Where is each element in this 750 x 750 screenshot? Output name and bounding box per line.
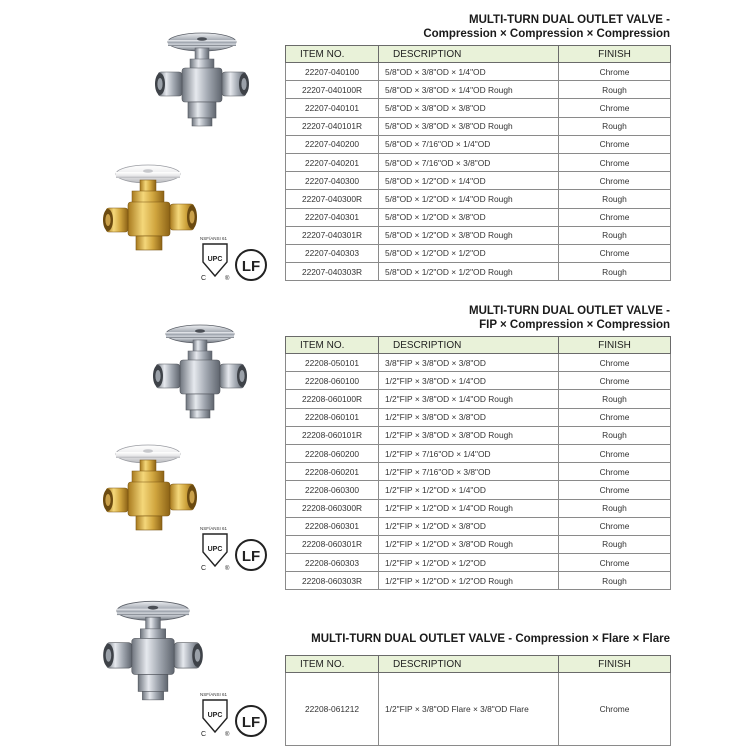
table-row	[286, 572, 671, 590]
table-header-row	[286, 337, 671, 354]
c-mark: C	[201, 275, 207, 282]
table-row	[286, 499, 671, 517]
description-cell: 5/8"OD × 1/2"OD × 3/8"OD	[379, 208, 559, 226]
column-header-finish: FINISH	[559, 656, 671, 673]
description-cell: 1/2"FIP × 1/2"OD × 3/8"OD	[379, 517, 559, 535]
spec-table	[285, 45, 671, 281]
table-header-row	[286, 656, 671, 673]
finish-cell: Rough	[559, 572, 671, 590]
description-cell: 5/8"OD × 7/16"OD × 1/4"OD	[379, 135, 559, 153]
description-cell: 1/2"FIP × 7/16"OD × 1/4"OD	[379, 444, 559, 462]
item-number-cell: 22208-060300	[286, 481, 379, 499]
r-mark: ®	[225, 276, 230, 282]
lf-mark: LF	[241, 548, 261, 565]
table-row	[286, 208, 671, 226]
description-cell: 3/8"FIP × 3/8"OD × 3/8"OD	[379, 354, 559, 372]
item-number-cell: 22207-040101	[286, 99, 379, 117]
table-row	[286, 81, 671, 99]
finish-cell: Chrome	[559, 354, 671, 372]
finish-cell: Chrome	[559, 517, 671, 535]
r-mark: ®	[225, 732, 230, 738]
item-number-cell: 22208-060300R	[286, 499, 379, 517]
table-row	[286, 244, 671, 262]
table-row	[286, 263, 671, 281]
item-number-cell: 22208-050101	[286, 354, 379, 372]
upc-certification-icon	[198, 234, 232, 284]
table-row	[286, 117, 671, 135]
table-row	[286, 535, 671, 553]
finish-cell: Rough	[559, 263, 671, 281]
finish-cell: Chrome	[559, 244, 671, 262]
table-row	[286, 63, 671, 81]
table-row	[286, 354, 671, 372]
r-mark: ®	[225, 566, 230, 572]
finish-cell: Chrome	[559, 554, 671, 572]
finish-cell: Rough	[559, 117, 671, 135]
item-number-cell: 22207-040300R	[286, 190, 379, 208]
item-number-cell: 22207-040303R	[286, 263, 379, 281]
description-cell: 1/2"FIP × 3/8"OD × 1/4"OD Rough	[379, 390, 559, 408]
description-cell: 1/2"FIP × 7/16"OD × 3/8"OD	[379, 463, 559, 481]
table-row	[286, 135, 671, 153]
chrome-valve-image	[152, 28, 252, 128]
table-row	[286, 172, 671, 190]
finish-cell: Rough	[559, 499, 671, 517]
nsf-label: NSF/ANSI 61	[200, 236, 228, 241]
finish-cell: Rough	[559, 390, 671, 408]
finish-cell: Chrome	[559, 481, 671, 499]
table-row	[286, 463, 671, 481]
upc-mark: UPC	[207, 256, 223, 263]
section-title-line1: MULTI-TURN DUAL OUTLET VALVE - Compression × Flare × Flare	[311, 633, 670, 645]
description-cell: 5/8"OD × 7/16"OD × 3/8"OD	[379, 153, 559, 171]
spec-table	[285, 336, 671, 590]
description-cell: 5/8"OD × 1/2"OD × 1/2"OD	[379, 244, 559, 262]
item-number-cell: 22207-040201	[286, 153, 379, 171]
item-number-cell: 22208-060101	[286, 408, 379, 426]
table-row	[286, 517, 671, 535]
section-title-line2: FIP × Compression × Compression	[479, 319, 670, 331]
table-row	[286, 226, 671, 244]
description-cell: 5/8"OD × 1/2"OD × 1/4"OD	[379, 172, 559, 190]
item-number-cell: 22208-060100R	[286, 390, 379, 408]
lf-mark: LF	[241, 258, 261, 275]
column-header-finish: FINISH	[559, 46, 671, 63]
description-cell: 5/8"OD × 1/2"OD × 1/2"OD Rough	[379, 263, 559, 281]
section-title-line1: MULTI-TURN DUAL OUTLET VALVE -	[468, 14, 670, 26]
item-number-cell: 22207-040300	[286, 172, 379, 190]
description-cell: 5/8"OD × 1/2"OD × 3/8"OD Rough	[379, 226, 559, 244]
column-header-item: ITEM NO.	[286, 46, 379, 63]
description-cell: 1/2"FIP × 1/2"OD × 1/2"OD	[379, 554, 559, 572]
finish-cell: Chrome	[559, 135, 671, 153]
finish-cell: Chrome	[559, 673, 671, 746]
c-mark: C	[201, 565, 207, 572]
lead-free-icon	[234, 704, 268, 738]
finish-cell: Chrome	[559, 408, 671, 426]
chrome-valve-image	[150, 320, 250, 420]
finish-cell: Chrome	[559, 444, 671, 462]
chrome-valve-image	[100, 596, 206, 702]
description-cell: 1/2"FIP × 3/8"OD × 3/8"OD Rough	[379, 426, 559, 444]
finish-cell: Chrome	[559, 372, 671, 390]
item-number-cell: 22208-060301	[286, 517, 379, 535]
description-cell: 1/2"FIP × 3/8"OD × 1/4"OD	[379, 372, 559, 390]
finish-cell: Chrome	[559, 208, 671, 226]
item-number-cell: 22208-060303	[286, 554, 379, 572]
table-row	[286, 408, 671, 426]
table-row	[286, 390, 671, 408]
table-header-row	[286, 46, 671, 63]
table-row	[286, 426, 671, 444]
item-number-cell: 22207-040303	[286, 244, 379, 262]
table-row	[286, 190, 671, 208]
table-row	[286, 481, 671, 499]
finish-cell: Rough	[559, 426, 671, 444]
description-cell: 1/2"FIP × 1/2"OD × 1/2"OD Rough	[379, 572, 559, 590]
description-cell: 5/8"OD × 3/8"OD × 3/8"OD Rough	[379, 117, 559, 135]
upc-certification-icon	[198, 690, 232, 740]
description-cell: 5/8"OD × 3/8"OD × 3/8"OD	[379, 99, 559, 117]
lead-free-icon	[234, 248, 268, 282]
spec-table	[285, 655, 671, 746]
section-title	[311, 632, 670, 646]
finish-cell: Chrome	[559, 153, 671, 171]
column-header-description: DESCRIPTION	[379, 337, 559, 354]
table-row	[286, 99, 671, 117]
c-mark: C	[201, 731, 207, 738]
upc-certification-icon	[198, 524, 232, 574]
item-number-cell: 22207-040301	[286, 208, 379, 226]
item-number-cell: 22207-040100R	[286, 81, 379, 99]
section-title	[469, 304, 670, 332]
description-cell: 5/8"OD × 1/2"OD × 1/4"OD Rough	[379, 190, 559, 208]
lf-mark: LF	[241, 714, 261, 731]
column-header-description: DESCRIPTION	[379, 46, 559, 63]
column-header-item: ITEM NO.	[286, 337, 379, 354]
column-header-finish: FINISH	[559, 337, 671, 354]
finish-cell: Chrome	[559, 99, 671, 117]
brass-valve-image	[98, 160, 198, 260]
table-row	[286, 554, 671, 572]
item-number-cell: 22207-040301R	[286, 226, 379, 244]
item-number-cell: 22207-040101R	[286, 117, 379, 135]
upc-mark: UPC	[207, 546, 223, 553]
table-row	[286, 444, 671, 462]
finish-cell: Rough	[559, 535, 671, 553]
item-number-cell: 22208-060303R	[286, 572, 379, 590]
item-number-cell: 22208-060301R	[286, 535, 379, 553]
finish-cell: Rough	[559, 81, 671, 99]
table-row	[286, 673, 671, 746]
finish-cell: Chrome	[559, 63, 671, 81]
description-cell: 1/2"FIP × 1/2"OD × 3/8"OD Rough	[379, 535, 559, 553]
item-number-cell: 22208-060200	[286, 444, 379, 462]
description-cell: 5/8"OD × 3/8"OD × 1/4"OD Rough	[379, 81, 559, 99]
column-header-description: DESCRIPTION	[379, 656, 559, 673]
upc-mark: UPC	[207, 712, 223, 719]
description-cell: 1/2"FIP × 3/8"OD × 3/8"OD	[379, 408, 559, 426]
finish-cell: Chrome	[559, 172, 671, 190]
item-number-cell: 22208-060100	[286, 372, 379, 390]
brass-valve-image	[98, 440, 198, 540]
finish-cell: Rough	[559, 190, 671, 208]
section-title-line2: Compression × Compression × Compression	[423, 28, 670, 40]
item-number-cell: 22208-061212	[286, 673, 379, 746]
nsf-label: NSF/ANSI 61	[200, 692, 228, 697]
finish-cell: Chrome	[559, 463, 671, 481]
finish-cell: Rough	[559, 226, 671, 244]
item-number-cell: 22208-060101R	[286, 426, 379, 444]
item-number-cell: 22207-040100	[286, 63, 379, 81]
description-cell: 5/8"OD × 3/8"OD × 1/4"OD	[379, 63, 559, 81]
section-title-line1: MULTI-TURN DUAL OUTLET VALVE -	[468, 305, 670, 317]
table-row	[286, 153, 671, 171]
table-row	[286, 372, 671, 390]
lead-free-icon	[234, 538, 268, 572]
nsf-label: NSF/ANSI 61	[200, 526, 228, 531]
description-cell: 1/2"FIP × 1/2"OD × 1/4"OD	[379, 481, 559, 499]
description-cell: 1/2"FIP × 3/8"OD Flare × 3/8"OD Flare	[379, 673, 559, 746]
item-number-cell: 22207-040200	[286, 135, 379, 153]
description-cell: 1/2"FIP × 1/2"OD × 1/4"OD Rough	[379, 499, 559, 517]
item-number-cell: 22208-060201	[286, 463, 379, 481]
column-header-item: ITEM NO.	[286, 656, 379, 673]
section-title	[423, 13, 670, 41]
